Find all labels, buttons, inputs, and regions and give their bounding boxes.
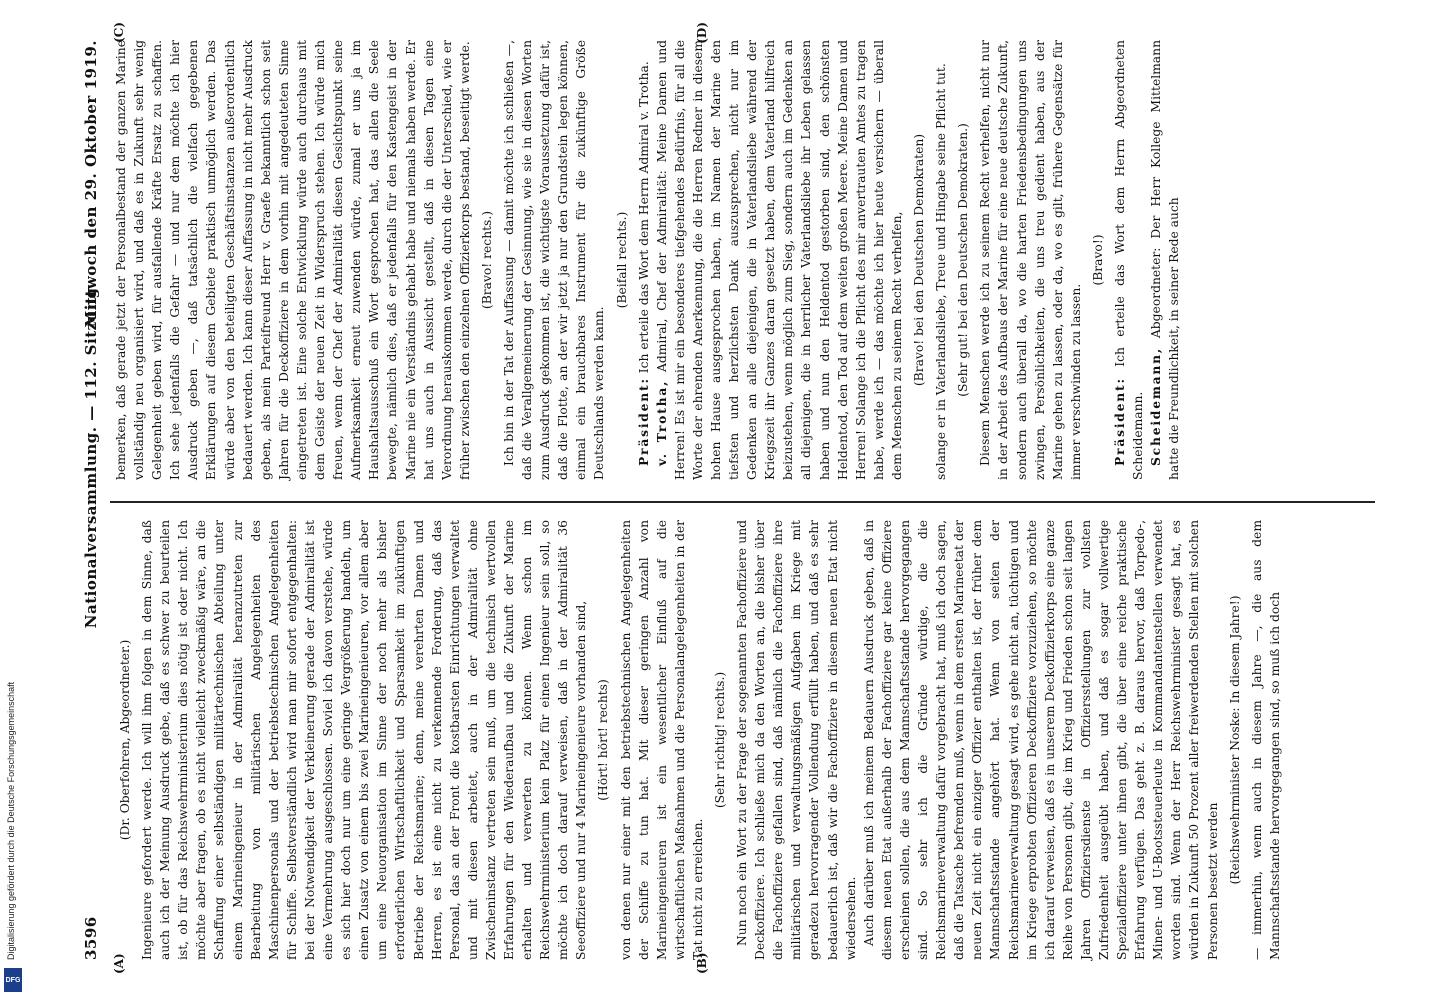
paragraph: bemerken, daß gerade jetzt der Personalbestand der ganzen Marine vollständig neu organisiert wird, und daß es in Zukunft sehr wenig Gelegenheit geben wird, für ausfallende Kräfte Ersatz zu schaffen. Ich sehe jedenfalls die Gefahr — und nur dem möchte ich hier Ausdruck geben —, daß tatsächlich die vielfach gegebenen Erklärungen auf diesem Gebiete praktisch unmöglich werden. Das würde aber von den beteiligten Geschäftsinstanzen außerordentlich bedauert werden. Ich kann dieser Auffassung in nicht mehr Ausdruck geben, als mein Parteifreund Herr v. Graefe bekanntlich schon seit Jahren für die Deckoffiziere in dem vorhin mit angedeuteten Sinne eingetreten ist. Eine solche Entwicklung würde auch durchaus mit dem Geiste der neuen Zeit in Widerspruch stehen. Ich würde mich freuen, wenn der Chef der Admiralität diesen Gesichtspunkt seine Aufmerksamkeit erneut zuwenden würde, zumal er uns ja im Haushaltsausschuß ein Wort gesprochen hat, das allen die Seele bewegte, nämlich dies, daß er jedenfalls für den Kastengeist in der Marine nie ein Verständnis gehabt habe und niemals haben werde. Er hat uns auch in Aussicht gestellt, daß in diesen Tagen eine Verordnung herauskommen werde, durch die der Unterschied, wie er früher zwischen den einzelnen Offizierkorps bestand, beseitigt werde. [114, 40, 472, 480]
left-column [112, 520, 1284, 960]
interjection: (Reichswehrminister Noske: In diesem Jahre!) [1227, 595, 1242, 885]
margin-mark-c: (C) [112, 22, 126, 43]
dfg-logo: DFG [4, 968, 22, 992]
interjection: (Hört! hört! rechts) [596, 679, 611, 801]
president-statement [635, 40, 653, 480]
speaker-name: v. Trotha, [653, 379, 669, 466]
paragraph: solange er in Vaterlandsliebe, Treue und Hingabe seine Pflicht tut. [934, 63, 949, 480]
page-header [82, 0, 108, 1000]
margin-mark-a: (A) [112, 953, 126, 974]
speech-text: Ich erteile das Wort dem Herrn Abgeordneten Scheidemann. [1112, 40, 1146, 480]
speaker-name: Präsident: [1111, 377, 1127, 466]
page-title: Nationalversammlung. — 112. Sitzung. [82, 281, 100, 629]
paragraph: — immerhin, wenn auch in diesem Jahre —, die aus dem Mannschaftsstande hervorgegangen sind, so muß ich doch [1249, 520, 1282, 960]
president-statement [1111, 40, 1147, 480]
interjection: (Bravo!) [1090, 234, 1105, 286]
interjection: (Sehr richtig! rechts.) [713, 671, 727, 809]
speaker-name: Scheidemann, [1148, 347, 1164, 466]
paragraph: Ingenieure gefordert werde. Ich will ihm folgen in dem Sinne, daß auch ich der Meinung Ausdruck gebe, daß es schwer zu beurteilen ist, ob für das Reichswehrministerium dies nötig ist oder nicht. Ich möchte aber fragen, ob es nicht vielleicht zweckmäßig wäre, an die Schaffung einer selbständigen militärtechnischen Abteilung unter einem Marineingenieur in der Admiralität heranzutreten zur Bearbeitung von militärischen Angelegenheiten des Maschinenpersonals und der betriebstechnischen Angelegenheiten für Schiffe. Selbstverständlich wird man mir sofort entgegenhalten: bei der Notwendigkeit der Verkleinerung gerade der Admiralität ist eine Vermehrung ausgeschlossen. Soviel ich davon verstehe, würde es sich hier doch nur um eine geringe Vergrößerung handeln, um einen Zusatz von einem bis zwei Marineingenieuren, vor allem aber um eine Neuorganisation im Sinne der noch mehr als bisher erforderlichen Wirtschaftlichkeit und Sparsamkeit im zukünftigen Betriebe der Reichsmarine; denn, meine verehrten Damen und Herren, es ist eine nicht zu verkennende Forderung, daß das Personal, das an der Front die kostbarsten Einrichtungen verwaltet und mit diesen arbeitet, auch in der Admiralität ohne Zwischeninstanz vertreten sein muß, um die technisch wertvollen Erfahrungen für den Wiederaufbau und die Zukunft der Marine erhalten und verwerten zu können. Wenn schon im Reichswehrministerium kein Platz für einen Ingenieur sein soll, so möchte ich doch darauf verweisen, daß in der Admiralität 36 Seeoffiziere und nur 4 Marineingenieure vorhanden sind, [140, 520, 589, 960]
speech-text: Abgeordneter: Der Herr Kollege Mittelmann hatte die Freundlichkeit, in seiner Rede auch [1149, 40, 1182, 480]
margin-mark-d: (D) [695, 22, 709, 44]
page-number: 3596 [82, 916, 100, 960]
margin-mark-b: (B) [695, 952, 709, 974]
paragraph: Auch darüber muß ich meinem Bedauern Ausdruck geben, daß in diesem neuen Etat außerhalb der Fachoffiziere gar keine Offiziere erscheinen sollen, die aus dem Mannschaftsstande hervorgegangen sind. So sehr ich die Gründe würdige, die die Reichsmarineverwaltung dafür vorgebracht hat, muß ich doch sagen, daß die Tatsache befremden muß, wenn in dem ersten Marineetat der neuen Zeit nicht ein einziger Offizier enthalten ist, der früher dem Mannschaftsstande angehört hat. Wenn von seiten der Reichsmarineverwaltung gesagt wird, es gehe nicht an, tüchtigen und im Kriege erprobten Offizieren Deckoffiziere vorzuziehen, so möchte ich darauf verweisen, daß es in unserem Deckoffizierkorps eine ganze Reihe von Personen gibt, die im Krieg und Frieden schon seit langen Jahren Offiziersdienste in Offiziersstellungen zur vollsten Zufriedenheit ausgeübt haben, und daß es sogar vollwertige Spezialoffiziere unter ihnen gibt, die über eine reiche praktische Erfahrung verfügen. Das geht z. B. daraus hervor, daß Torpedo-, Minen- und U-Bootssteuerleute in Kommandantenstellen verwendet worden sind. Wenn der Herr Reichswehrminister gesagt hat, es würden in Zukunft 50 Prozent aller freiwerdenden Stellen mit solchen Personen besetzt werden [861, 520, 1220, 960]
funding-credit: Digitalisierung gefördert durch die Deutsche Forschungsgemeinschaft [6, 681, 16, 960]
interjection: (Sehr gut! bei den Deutschen Demokraten.) [956, 123, 971, 397]
footer-strip [0, 0, 28, 1000]
paragraph: Nun noch ein Wort zu der Frage der sogenannten Fachoffiziere und Deckoffiziere. Ich schließe mich da den Worten an, die bisher über die Fachoffiziere gefallen sind, daß nämlich die Fachoffiziere ihre militärischen und verwaltungsmäßigen Aufgaben im Kriege mit geradezu hervorragender Vollendung erfüllt haben, und daß es sehr bedauerlich ist, daß wir die Fachoffiziere in diesem neuen Etat nicht wiedersehen. [735, 520, 858, 960]
column-divider [110, 501, 1375, 503]
trotha-speech [653, 40, 906, 480]
paragraph: Diesem Menschen werde ich zu seinem Recht verhelfen, nicht nur in der Arbeit des Aufbaus der Marine für eine neue deutsche Zukunft, sondern auch überall da, wo die harten Friedensbedingungen uns zwingen, Persönlichkeiten, die uns treu gedient haben, aus der Marine gehen zu lassen, oder da, wo es gilt, frühere Gegensätze für immer verschwinden zu lassen. [978, 40, 1083, 480]
interjection: (Bravo! bei den Deutschen Demokraten) [912, 133, 927, 387]
speech-text: Ich erteile das Wort dem Herrn Admiral v. Trotha. [636, 61, 651, 374]
scheidemann-speech [1147, 40, 1183, 480]
session-date: Mittwoch den 29. Oktober 1919. [82, 40, 100, 328]
interjection: (Bravo! rechts.) [479, 210, 494, 310]
speaker-continuation: (Dr. Oberfohren, Abgeordneter.) [118, 639, 132, 841]
paragraph: Ich bin in der Tat der Auffassung — damit möchte ich schließen —, daß die Verallgemeinerung der Gesinnung, wie sie in diesen Worten zum Ausdruck gekommen ist, die wichtigste Voraussetzung dafür ist, daß die Flotte, an der wir jetzt ja nur den Grundstein legen können, einmal ein brauchbares Instrument für die zukünftige Größe Deutschlands werden kann. [501, 40, 607, 480]
paragraph: von denen nur einer mit den betriebstechnischen Angelegenheiten der Schiffe zu tun hat. Mit dieser geringen Anzahl von Marineingenieuren ist ein wesentlicher Einfluß auf die wirtschaftlichen Maßnahmen und die Personalangelegenheiten in der Tat nicht zu erreichen. [618, 520, 705, 960]
interjection: (Beifall rechts.) [614, 211, 629, 309]
right-column [112, 40, 1183, 480]
speaker-name: Präsident: [635, 377, 651, 466]
speech-text: Admiral, Chef der Admiralität: Meine Damen und Herren! Es ist mir ein besonderes tiefgehendes Bedürfnis, für all die Worte der ehrenden Anerkennung, die die Herren Redner in diesem hohen Hause ausgesprochen haben, im Namen der Marine den tiefsten und herzlichsten Dank auszusprechen, nicht nur im Gedenken an alle diejenigen, die in Vaterlandsliebe während der Kriegszeit ihr Ganzes daran gesetzt haben, dem Vaterland hilfreich beizustehen, wenn möglich zum Sieg, sondern auch im Gedenken an all diejenigen, die in herrlicher Vaterlandsliebe ihr Leben gelassen haben und nun den Heldentod gestorben sind, den schönsten Heldentod, den Tod auf dem weiten großen Meere. Meine Damen und Herren! Solange ich die Pflicht des mir anvertrauten Amtes zu tragen habe, werde ich — das möchte ich hier heute versichern — überall dem Menschen zu seinem Recht verhelfen, [654, 40, 904, 480]
